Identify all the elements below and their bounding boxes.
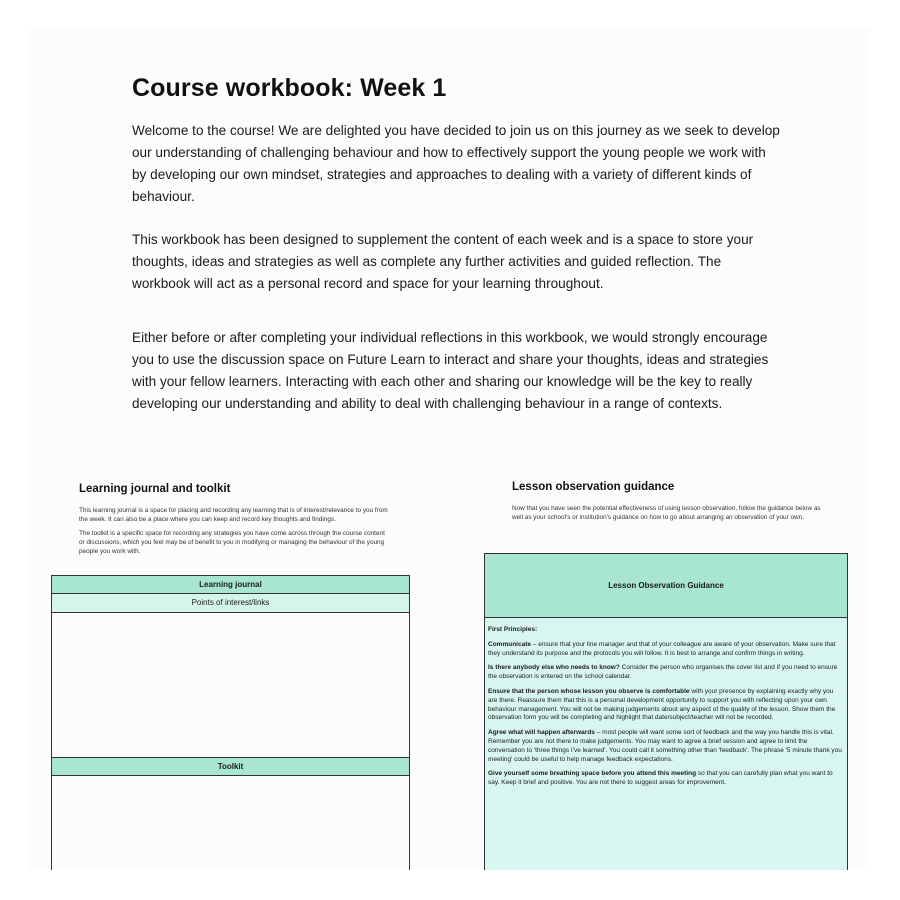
- guidance-box-header: Lesson Observation Guidance: [485, 554, 847, 618]
- guidance-box-body: [485, 618, 847, 788]
- guidance-item-communicate: Communicate – ensure that your line manager and that of your colleague are aware of your observation. Make sure that they understand its purpose and the protocols you will follow. It is best to arrange and confirm things in writing.: [488, 640, 836, 657]
- page-title: Course workbook: Week 1: [132, 74, 447, 102]
- guidance-item-comfortable: Ensure that the person whose lesson you observe is comfortable with your presence by explaining exactly why you are there. Reassure them that this is a personal development opportunity to support you with reflecting upon your own behaviour management. You will not be making judgements about any aspect of the quality of the lesson. Show them the observation form you will be completing and highlight that date/subject/teacher will not be recorded.: [488, 687, 836, 722]
- journal-header: Learning journal: [51, 575, 410, 594]
- first-principles-heading: First Principles:: [488, 626, 538, 633]
- guidance-item-anybody-else: Is there anybody else who needs to know? Consider the person who organises the cover list and if you need to ensure the observation is entered on the school calendar.: [488, 664, 838, 681]
- intro-paragraph-welcome: Welcome to the course! We are delighted you have decided to join us on this journey as we seek to develop our understanding of challenging behaviour and how to effectively support the young people we work with by developing our own mindset, strategies and approaches to dealing with a variety of different kinds of behaviour.: [132, 123, 780, 204]
- lesson-observation-title: Lesson observation guidance: [512, 481, 675, 493]
- guidance-item-afterwards: Agree what will happen afterwards – most people will want some sort of feedback and the way you handle this is vital. Remember you are not there to make judgements. You may want to agree a brief session and agree to limit the conversation to 'three things I've learned'. You could call it something other than 'feedback'. The phrase '5 minute thank you meeting' could be useful to help manage feedback expectations.: [488, 729, 842, 763]
- intro-paragraph-workbook: This workbook has been designed to supplement the content of each week and is a space to store your thoughts, ideas and strategies as well as complete any further activities and guided reflection. The workbook will act as a personal record and space for your learning throughout.: [132, 232, 754, 291]
- learning-journal-table: [51, 575, 410, 870]
- learning-journal-description: This learning journal is a space for placing and recording any learning that is of interest/relevance to you from the week. It can also be a place where you can keep and record key thoughts and findings.: [79, 507, 388, 523]
- toolkit-description: The toolkit is a specific space for recording any strategies you have come across through the course content or discussions, which you feel may be of benefit to you in modifying or managing the behaviour of the young people you work with.: [79, 530, 385, 555]
- toolkit-header: Toolkit: [51, 757, 410, 776]
- learning-journal-title: Learning journal and toolkit: [79, 483, 231, 495]
- lesson-observation-intro: Now that you have seen the potential effectiveness of using lesson observation, follow the guidance below as well as your school's or institution's guidance on how to go about arranging an observation of your own.: [512, 505, 821, 521]
- intro-paragraph-discussion: Either before or after completing your individual reflections in this workbook, we would strongly encourage you to use the discussion space on Future Learn to interact and share your thoughts, ideas and strategies with your fellow learners. Interacting with each other and sharing our knowledge will be the key to really developing our understanding and ability to deal with challenging behaviour in a range of contexts.: [132, 330, 769, 411]
- guidance-item-breathing-space: Give yourself some breathing space before you attend this meeting so that you can carefully plan what you want to say. Keep it brief and positive. You are not there to suggest areas for improvement.: [488, 770, 833, 787]
- points-of-interest-header: Points of interest/links: [51, 594, 410, 613]
- lesson-observation-guidance-box: [484, 553, 848, 870]
